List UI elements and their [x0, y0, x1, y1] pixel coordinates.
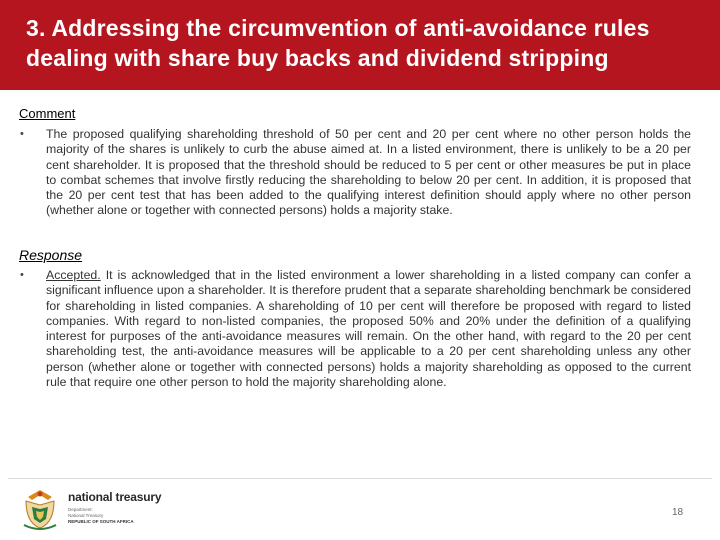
response-bullet: •	[20, 269, 24, 281]
page-number: 18	[672, 507, 684, 518]
logo-sub2: National Treasury	[68, 513, 104, 518]
response-text: It is acknowledged that in the listed environment a lower shareholding in a listed company can confer a significant influence upon a shareholder. It is therefore prudent that a separate shareholding benchmark be considered for shareholding in listed companies. A shareholding of 10 per cent will therefore be proposed with regard to listed companies. With regard to non-listed companies, the proposed 50% and 20% under the definition of a qualifying interest for purposes of the anti-avoidance measures will remain. On the other hand, with regard to the 20 per cent shareholding test, the anti-avoidance measures will be applicable to a 20 per cent shareholding unless any other person (whether alone or together with connected persons) holds a majority shareholding as opposed to the current rule that require one other person to hold the majority shareholding alone.	[46, 268, 691, 389]
footer-divider	[8, 478, 712, 479]
logo-name: national treasury	[68, 490, 162, 504]
response-label: Response	[19, 247, 83, 263]
slide-title-line2: dealing with share buy backs and dividend stripping	[26, 45, 609, 71]
coat-of-arms-icon	[18, 487, 62, 531]
slide-title	[26, 13, 706, 73]
slide-header	[0, 0, 720, 90]
response-paragraph	[46, 268, 691, 390]
response-accepted: Accepted.	[46, 268, 101, 282]
national-treasury-logo	[18, 487, 178, 531]
logo-sub3: REPUBLIC OF SOUTH AFRICA	[68, 519, 134, 524]
comment-text: The proposed qualifying shareholding threshold of 50 per cent and 20 per cent where no other person holds the majority of the shares is unlikely to curb the abuse aimed at. In a listed environment, there is unlikely to be a 20 per cent shareholder. It is proposed that the threshold should be reduced to 5 per cent or other measures be put in place to combat schemes that involve firstly reducing the shareholding to below 20 per cent. In addition, it is proposed that the 20 per cent test that has been added to the qualifying interest definition should apply where no other person (whether alone or together with connected persons) holds a majority stake.	[46, 127, 691, 218]
comment-label: Comment	[19, 106, 76, 121]
comment-bullet: •	[20, 128, 24, 140]
logo-sub1: Department:	[68, 507, 93, 512]
slide-title-line1: 3. Addressing the circumvention of anti-avoidance rules	[26, 15, 650, 41]
